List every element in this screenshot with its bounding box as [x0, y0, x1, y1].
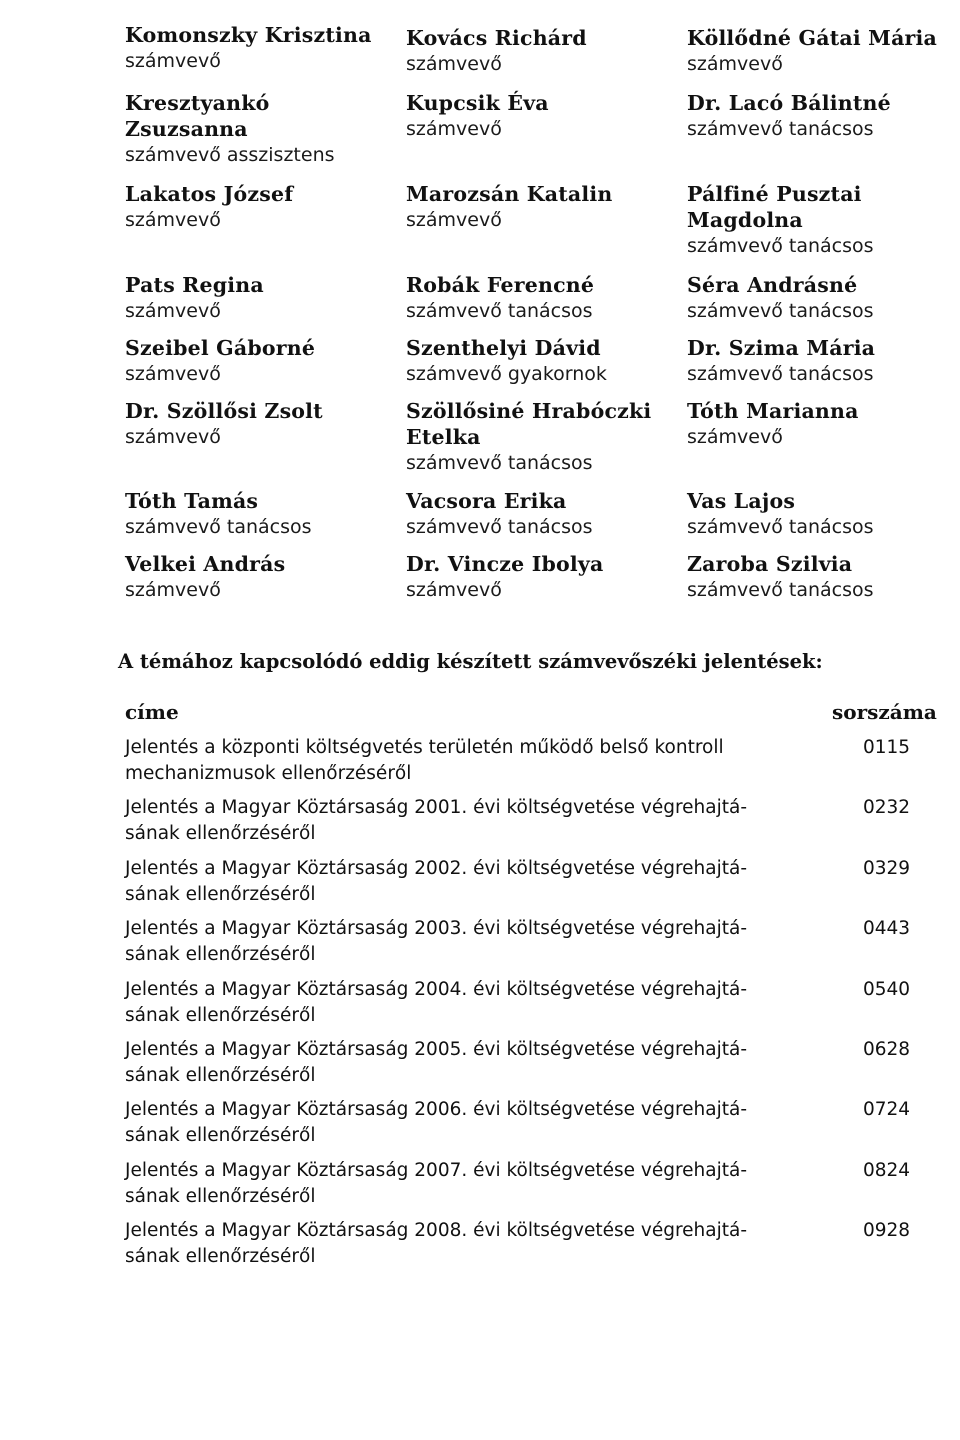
staff-entry	[125, 551, 400, 603]
staff-role: számvevő	[125, 426, 221, 448]
staff-name: Köllődné Gátai Mária	[687, 26, 938, 50]
report-row	[125, 1158, 955, 1218]
report-row	[125, 795, 955, 855]
staff-entry	[687, 398, 960, 450]
report-title: Jelentés a Magyar Köztársaság 2008. évi költségvetése végrehajtá- sának ellenőrzéséről	[125, 1220, 747, 1268]
staff-entry	[125, 488, 400, 540]
report-title: Jelentés a Magyar Köztársaság 2001. évi költségvetése végrehajtá- sának ellenőrzéséről	[125, 797, 747, 845]
staff-name: Dr. Szima Mária	[687, 336, 876, 360]
report-number: 0329	[863, 857, 911, 879]
staff-entry	[125, 22, 400, 74]
staff-list	[0, 0, 960, 640]
reports-list	[125, 735, 955, 1279]
report-row	[125, 856, 955, 916]
staff-name: Tóth Tamás	[125, 489, 259, 513]
staff-entry	[125, 181, 400, 233]
staff-entry	[687, 272, 960, 324]
staff-name: Dr. Lacó Bálintné	[687, 91, 891, 115]
report-row	[125, 1037, 955, 1097]
staff-name: Szenthelyi Dávid	[406, 336, 601, 360]
staff-entry	[687, 551, 960, 603]
staff-entry	[687, 335, 960, 387]
staff-name: Vacsora Erika	[406, 489, 567, 513]
report-row	[125, 735, 955, 795]
staff-name: Szöllősiné Hrabóczki Etelka	[406, 399, 652, 449]
staff-name: Szeibel Gáborné	[125, 336, 316, 360]
staff-name: Tóth Marianna	[687, 399, 859, 423]
staff-entry	[406, 25, 681, 77]
staff-name: Vas Lajos	[687, 489, 796, 513]
staff-role: számvevő tanácsos	[687, 300, 874, 322]
report-number: 0232	[863, 797, 911, 819]
staff-entry	[125, 272, 400, 324]
staff-name: Lakatos József	[125, 182, 294, 206]
staff-role: számvevő	[125, 209, 221, 231]
staff-name: Dr. Szöllősi Zsolt	[125, 399, 323, 423]
staff-role: számvevő tanácsos	[406, 452, 593, 474]
report-number: 0540	[863, 978, 911, 1000]
staff-entry	[406, 335, 681, 387]
staff-role: számvevő	[125, 300, 221, 322]
report-row	[125, 916, 955, 976]
report-title: Jelentés a Magyar Köztársaság 2007. évi költségvetése végrehajtá- sának ellenőrzéséről	[125, 1159, 747, 1207]
staff-entry	[125, 90, 400, 168]
report-title: Jelentés a Magyar Köztársaság 2002. évi költségvetése végrehajtá- sának ellenőrzéséről	[125, 857, 747, 905]
report-number: 0628	[863, 1038, 911, 1060]
staff-role: számvevő	[687, 426, 783, 448]
staff-role: számvevő	[125, 579, 221, 601]
staff-role: számvevő tanácsos	[406, 300, 593, 322]
staff-name: Marozsán Katalin	[406, 182, 613, 206]
reports-column-header-title: címe	[125, 700, 179, 724]
staff-entry	[125, 398, 400, 450]
reports-heading: A témához kapcsolódó eddig készített számvevőszéki jelentések:	[118, 650, 823, 673]
staff-role: számvevő tanácsos	[687, 363, 874, 385]
report-number: 0824	[863, 1159, 911, 1181]
staff-role: számvevő	[125, 50, 221, 72]
report-title: Jelentés a központi költségvetés területén működő belső kontroll mechanizmusok ellenőrzéséről	[125, 737, 724, 784]
staff-name: Kresztyankó Zsuzsanna	[125, 91, 270, 141]
report-number: 0115	[863, 737, 911, 758]
staff-entry	[687, 90, 960, 142]
staff-entry	[406, 181, 681, 233]
staff-role: számvevő	[406, 53, 502, 75]
staff-role: számvevő	[687, 53, 783, 75]
staff-entry	[406, 272, 681, 324]
staff-entry	[406, 488, 681, 540]
staff-entry	[687, 488, 960, 540]
staff-entry	[687, 181, 960, 259]
report-title: Jelentés a Magyar Köztársaság 2003. évi költségvetése végrehajtá- sának ellenőrzéséről	[125, 918, 747, 966]
staff-role: számvevő tanácsos	[687, 516, 874, 538]
staff-entry	[406, 90, 681, 142]
report-row	[125, 1218, 955, 1278]
report-title: Jelentés a Magyar Köztársaság 2005. évi költségvetése végrehajtá- sának ellenőrzéséről	[125, 1038, 747, 1086]
staff-role: számvevő	[406, 118, 502, 140]
staff-name: Séra Andrásné	[687, 273, 858, 297]
staff-entry	[125, 335, 400, 387]
report-row	[125, 1097, 955, 1157]
staff-role: számvevő asszisztens	[125, 144, 335, 166]
report-number: 0928	[863, 1220, 911, 1242]
staff-name: Velkei András	[125, 552, 286, 576]
staff-role: számvevő tanácsos	[687, 235, 874, 257]
staff-role: számvevő	[125, 363, 221, 385]
staff-name: Pats Regina	[125, 273, 264, 297]
staff-role: számvevő	[406, 209, 502, 231]
staff-role: számvevő tanácsos	[687, 118, 874, 140]
report-title: Jelentés a Magyar Köztársaság 2006. évi költségvetése végrehajtá- sának ellenőrzéséről	[125, 1099, 747, 1147]
reports-column-header-number: sorszáma	[832, 700, 937, 724]
staff-name: Pálfiné Pusztai Magdolna	[687, 182, 862, 232]
staff-role: számvevő tanácsos	[125, 516, 312, 538]
report-number: 0724	[863, 1099, 911, 1121]
report-row	[125, 977, 955, 1037]
staff-name: Dr. Vincze Ibolya	[406, 552, 604, 576]
report-number: 0443	[863, 918, 911, 940]
report-title: Jelentés a Magyar Köztársaság 2004. évi költségvetése végrehajtá- sának ellenőrzéséről	[125, 978, 747, 1026]
staff-name: Zaroba Szilvia	[687, 552, 853, 576]
staff-name: Kovács Richárd	[406, 26, 587, 50]
staff-role: számvevő tanácsos	[687, 579, 874, 601]
staff-role: számvevő	[406, 579, 502, 601]
staff-entry	[406, 398, 681, 476]
staff-name: Kupcsik Éva	[406, 91, 549, 115]
staff-name: Robák Ferencné	[406, 273, 595, 297]
staff-name: Komonszky Krisztina	[125, 23, 372, 47]
staff-entry	[687, 25, 960, 77]
staff-role: számvevő tanácsos	[406, 516, 593, 538]
staff-entry	[406, 551, 681, 603]
staff-role: számvevő gyakornok	[406, 363, 607, 385]
